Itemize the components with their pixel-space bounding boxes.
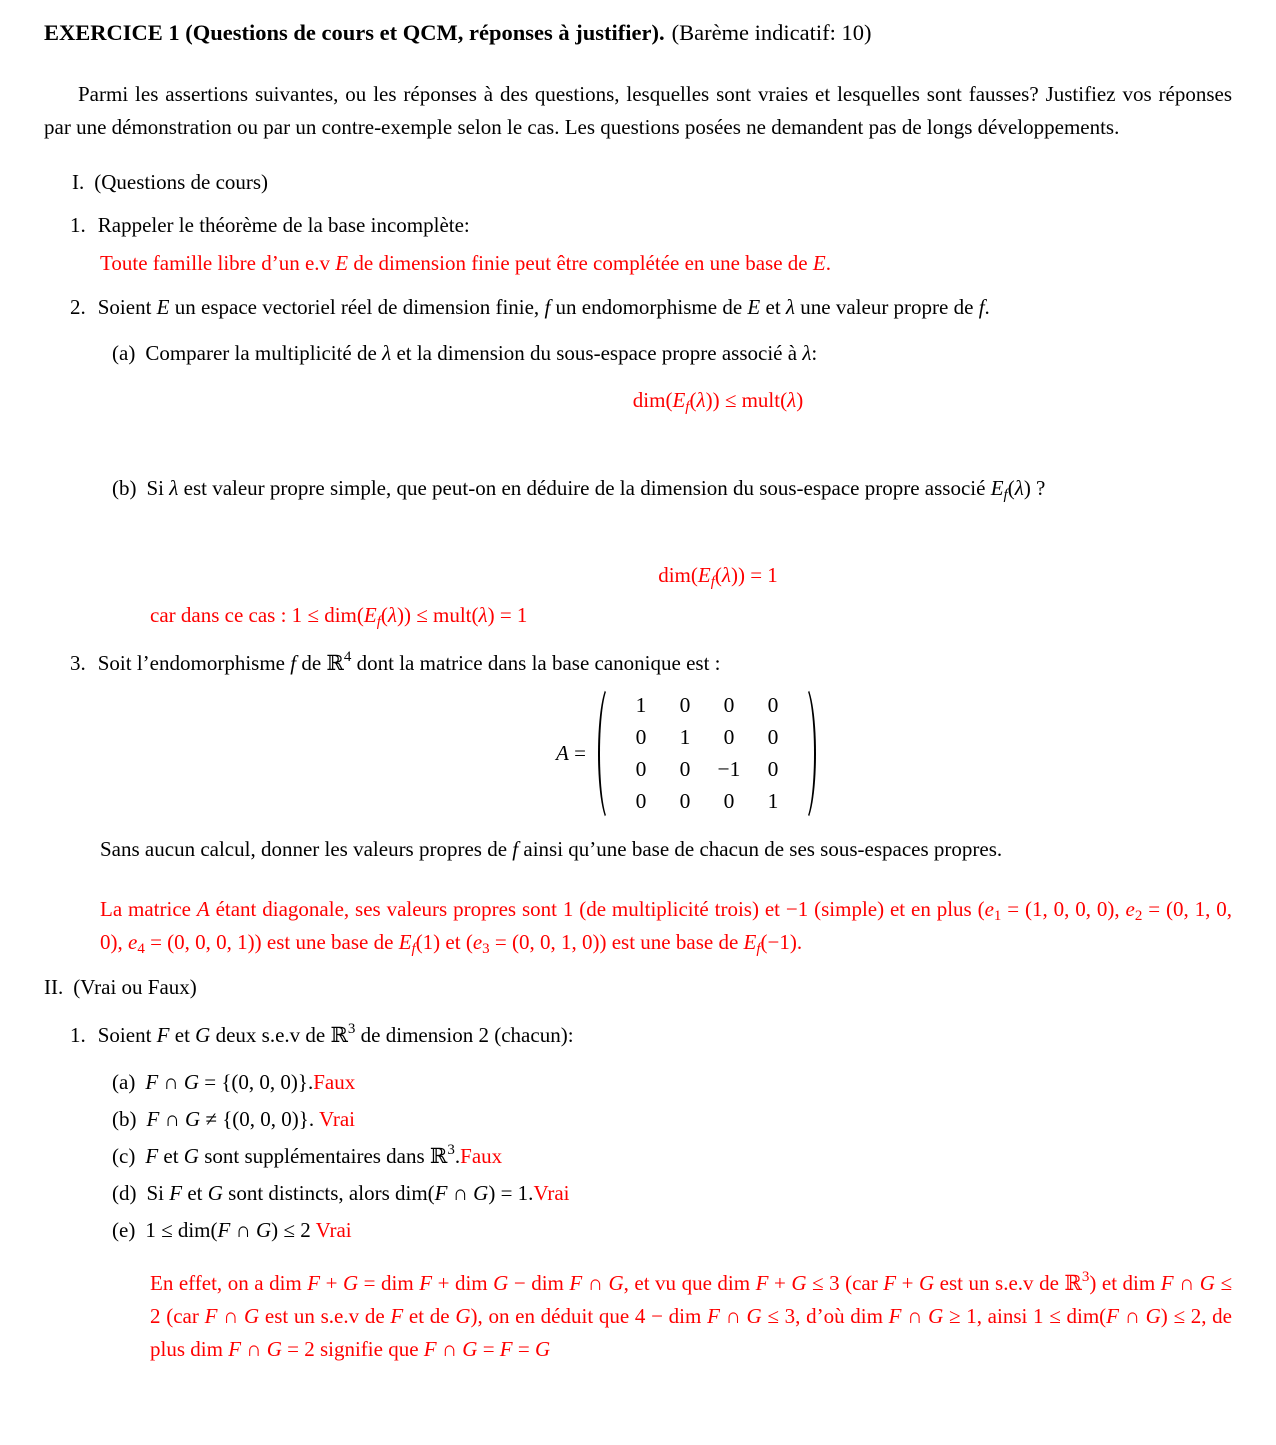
matrix-left-paren-icon: [598, 684, 622, 823]
text-run: F: [145, 1070, 159, 1094]
text-run: ): [796, 388, 804, 412]
text-run: ∩: [1119, 1304, 1146, 1328]
text-run: A: [556, 741, 569, 765]
verdict-text: Vrai: [315, 1218, 352, 1242]
text-run: +: [896, 1271, 919, 1295]
question-i1-number: 1.: [70, 213, 86, 237]
text-run: G: [791, 1271, 807, 1295]
text-run: F: [217, 1218, 231, 1242]
text-run: (1) et (: [415, 930, 473, 954]
text-run: G: [1199, 1271, 1215, 1295]
text-run: ) ?: [1023, 476, 1046, 500]
text-run: 1: [993, 908, 1002, 924]
text-run: f: [978, 295, 985, 319]
text-run: et: [169, 1023, 196, 1047]
text-run: et la dimension du sous-espace propre associé à: [391, 341, 803, 365]
question-i2a-text: [145, 341, 817, 365]
text-run: G: [534, 1337, 551, 1361]
text-run: E: [990, 476, 1004, 500]
text-run: ∩: [901, 1304, 929, 1328]
text-run: =: [568, 741, 586, 765]
text-run: G: [608, 1271, 624, 1295]
text-run: .: [454, 1144, 461, 1168]
text-run: )) ≤ mult(: [705, 388, 788, 412]
text-run: ∩: [582, 1271, 609, 1295]
text-run: λ: [785, 295, 796, 319]
tf-item-b-label: (b): [112, 1107, 137, 1131]
tf-item-d: [112, 1177, 1232, 1210]
text-run: ) ≤ 2, de plus dim: [150, 1304, 1232, 1361]
tf-item-c: [112, 1140, 1232, 1173]
text-run: f: [710, 574, 715, 590]
matrix-cell: 0: [679, 693, 691, 717]
text-run: une valeur propre de: [795, 295, 979, 319]
text-run: − dim: [508, 1271, 570, 1295]
text-run: G: [342, 1271, 359, 1295]
tf-item-a-text: [145, 1070, 355, 1094]
text-run: 2: [1134, 908, 1143, 924]
tf-item-c-text: [145, 1144, 502, 1168]
text-run: :: [811, 341, 818, 365]
text-run: et de: [403, 1304, 456, 1328]
text-run: 3: [447, 1142, 455, 1158]
text-run: ) = 1.: [488, 1181, 534, 1205]
text-run: e: [1125, 897, 1135, 921]
text-run: λ: [382, 341, 392, 365]
section-ii-title: (Vrai ou Faux): [73, 975, 197, 999]
text-run: F: [146, 1107, 160, 1131]
text-run: ) et dim: [1089, 1271, 1161, 1295]
section-i-title: (Questions de cours): [94, 170, 269, 194]
text-run: = (1, 0, 0, 0),: [1001, 897, 1126, 921]
section-i-heading: [72, 166, 1232, 199]
question-ii1: [70, 1019, 1232, 1052]
matrix-cell: 0: [767, 725, 779, 749]
text-run: G: [746, 1304, 762, 1328]
text-run: + dim: [432, 1271, 494, 1295]
section-ii-heading: [44, 971, 1232, 1004]
text-run: 4: [137, 941, 145, 957]
tf-item-e-text: [145, 1218, 351, 1242]
text-run: G: [928, 1304, 944, 1328]
text-run: ∩: [158, 1070, 184, 1094]
text-run: A: [196, 897, 210, 921]
text-run: (−1).: [760, 930, 803, 954]
text-run: G: [256, 1218, 272, 1242]
answer-i2b-note: [150, 599, 1232, 632]
text-run: Comparer la multiplicité de: [145, 341, 383, 365]
matrix-cell: 0: [679, 757, 691, 781]
true-false-list: [44, 1066, 1232, 1247]
text-run: Si: [146, 1181, 170, 1205]
question-i2b-text: [146, 476, 1046, 503]
text-run: E: [363, 603, 377, 627]
text-run: .: [984, 295, 990, 319]
question-i1-text: Rappeler le théorème de la base incomplète:: [97, 213, 470, 237]
text-run: ∩: [447, 1181, 474, 1205]
text-run: G: [185, 1107, 201, 1131]
question-i3: [70, 647, 1232, 680]
text-run: G: [473, 1181, 489, 1205]
matrix-grid: [622, 684, 792, 823]
verdict-text: Vrai: [318, 1107, 356, 1131]
text-run: E: [398, 930, 412, 954]
matrix-right-paren-icon: [792, 684, 816, 823]
exercise-title: [44, 18, 1232, 48]
text-run: e: [984, 897, 994, 921]
matrix-cell: 0: [635, 789, 647, 813]
text-run: E: [743, 930, 757, 954]
tf-item-a: [112, 1066, 1232, 1099]
answer-i3: [100, 893, 1232, 959]
text-run: de dimension finie peut être complétée en une base de: [348, 251, 813, 275]
text-run: dim(: [632, 388, 673, 412]
text-run: est valeur propre simple, que peut-on en déduire de la dimension du sous-espace propre associé: [178, 476, 991, 500]
text-run: = (0, 0, 1, 0)) est une base de: [489, 930, 744, 954]
text-run: En effet, on a dim: [150, 1271, 308, 1295]
text-run: ≤ 3 (car: [806, 1271, 884, 1295]
text-run: G: [1145, 1304, 1161, 1328]
text-run: sont distincts, alors dim(: [222, 1181, 435, 1205]
text-run: (: [689, 388, 697, 412]
text-run: 3: [347, 1021, 356, 1037]
answer-i1: [100, 247, 1232, 280]
text-run: de ℝ: [296, 651, 344, 675]
text-run: G: [243, 1304, 260, 1328]
text-run: F: [156, 1023, 170, 1047]
matrix-cell: 0: [679, 789, 691, 813]
matrix-parens-group: [598, 684, 816, 823]
text-run: F: [1160, 1271, 1174, 1295]
text-run: E: [697, 563, 711, 587]
tf-item-d-label: (d): [112, 1181, 137, 1205]
text-run: F: [499, 1337, 513, 1361]
verdict-text: Faux: [460, 1144, 503, 1168]
tf-item-e-label: (e): [112, 1218, 136, 1242]
text-run: Soient: [97, 295, 157, 319]
text-run: +: [768, 1271, 792, 1295]
matrix-cell: 0: [723, 725, 735, 749]
text-run: E: [335, 251, 349, 275]
text-run: λ: [478, 603, 488, 627]
matrix-cell: 0: [723, 693, 735, 717]
text-run: F: [434, 1181, 448, 1205]
text-run: sont supplémentaires dans ℝ: [198, 1144, 448, 1168]
text-run: F: [569, 1271, 583, 1295]
text-run: E: [672, 388, 686, 412]
matrix-cell: 0: [723, 789, 735, 813]
question-i3-followup: [100, 833, 1232, 866]
text-run: ainsi qu’une base de chacun de ses sous-espaces propres.: [518, 837, 1003, 861]
matrix-label: [556, 737, 586, 770]
text-run: deux s.e.v de ℝ: [210, 1023, 348, 1047]
text-run: f: [1003, 487, 1008, 503]
text-run: 4: [343, 649, 352, 665]
text-run: ≤ 3, d’où dim: [761, 1304, 889, 1328]
text-run: ∩: [719, 1304, 747, 1328]
text-run: 3: [1081, 1269, 1090, 1285]
section-ii-label: II.: [44, 975, 64, 999]
text-run: F: [888, 1304, 902, 1328]
text-run: .: [825, 251, 831, 275]
text-run: E: [747, 295, 761, 319]
justification-paragraph: [150, 1267, 1232, 1366]
text-run: étant diagonale, ses valeurs propres sont 1 (de multiplicité trois) et −1 (simple) et en plus (: [209, 897, 985, 921]
text-run: La matrice: [100, 897, 197, 921]
matrix-cell: 0: [767, 693, 779, 717]
text-run: 3: [482, 941, 490, 957]
text-run: = {(0, 0, 0)}.: [198, 1070, 314, 1094]
text-run: F: [145, 1144, 159, 1168]
text-run: λ: [387, 603, 397, 627]
text-run: et: [158, 1144, 184, 1168]
text-run: f: [376, 614, 381, 630]
question-i3-text: [98, 651, 721, 675]
text-run: car dans ce cas : 1 ≤ dim(: [150, 603, 364, 627]
text-run: = (0, 0, 0, 1)) est une base de: [144, 930, 399, 954]
text-run: f: [290, 651, 297, 675]
text-run: (: [1007, 476, 1015, 500]
text-run: Si: [146, 476, 170, 500]
text-run: E: [156, 295, 170, 319]
text-run: ≠ {(0, 0, 0)}.: [200, 1107, 319, 1131]
exercise-title-bold: EXERCICE 1 (Questions de cours et QCM, réponses à justifier).: [44, 20, 665, 45]
text-run: F: [307, 1271, 321, 1295]
tf-item-c-label: (c): [112, 1144, 136, 1168]
intro-paragraph: Parmi les assertions suivantes, ou les réponses à des questions, lesquelles sont vraies et lesquelles sont fausses? Justifiez vos réponses par une démonstration ou par un contre-exemple selon le cas. Les questions posées ne demandent pas de longs développements.: [44, 82, 1232, 139]
text-run: e: [472, 930, 483, 954]
question-i2b-label: (b): [112, 476, 137, 500]
text-run: Soient: [97, 1023, 157, 1047]
text-run: f: [756, 941, 761, 957]
question-i1: [70, 209, 1232, 242]
text-run: λ: [787, 388, 797, 412]
tf-item-b: [112, 1103, 1232, 1136]
text-run: et: [182, 1181, 208, 1205]
matrix-cell: 1: [767, 789, 779, 813]
text-run: ), on en déduit que 4 − dim: [470, 1304, 708, 1328]
question-i3-number: 3.: [70, 651, 86, 675]
text-run: Soit l’endomorphisme: [97, 651, 291, 675]
text-run: un endomorphisme de: [550, 295, 748, 319]
text-run: ≤ 2 (car: [150, 1271, 1233, 1328]
text-run: F: [204, 1304, 218, 1328]
text-run: Toute famille libre d’un e.v: [100, 251, 336, 275]
text-run: E: [812, 251, 826, 275]
text-run: ≥ 1, ainsi 1 ≤ dim(: [943, 1304, 1107, 1328]
text-run: = dim: [358, 1271, 420, 1295]
text-run: de dimension 2 (chacun):: [355, 1023, 574, 1047]
text-run: ∩: [241, 1337, 267, 1361]
text-run: (: [714, 563, 722, 587]
tf-item-a-label: (a): [112, 1070, 136, 1094]
question-i2: [70, 291, 1232, 324]
text-run: λ: [1014, 476, 1024, 500]
text-run: ) ≤ 2: [271, 1218, 316, 1242]
formula-dim-le-mult: [204, 384, 1232, 417]
formula-dim-eq-1: [204, 559, 1232, 592]
text-run: F: [707, 1304, 720, 1328]
text-run: F: [755, 1271, 769, 1295]
text-run: F: [423, 1337, 437, 1361]
text-run: ∩: [230, 1218, 256, 1242]
text-run: )) ≤ mult(: [396, 603, 479, 627]
text-run: G: [918, 1271, 935, 1295]
text-run: F: [419, 1271, 433, 1295]
text-run: G: [183, 1144, 199, 1168]
question-ii1-text: [98, 1023, 574, 1047]
text-run: ) = 1: [487, 603, 528, 627]
question-i2a-label: (a): [112, 341, 136, 365]
exercise-title-note: (Barème indicatif: 10): [671, 20, 872, 45]
text-run: = (0, 1, 0, 0),: [100, 897, 1232, 954]
text-run: G: [266, 1337, 282, 1361]
text-run: Sans aucun calcul, donner les valeurs propres de: [100, 837, 513, 861]
text-run: G: [493, 1271, 509, 1295]
section-i-label: I.: [72, 170, 85, 194]
text-run: f: [411, 941, 416, 957]
text-run: G: [462, 1337, 478, 1361]
text-run: F: [228, 1337, 242, 1361]
text-run: 1 ≤ dim(: [145, 1218, 218, 1242]
verdict-text: Faux: [313, 1070, 356, 1094]
text-run: F: [169, 1181, 183, 1205]
text-run: F: [1106, 1304, 1119, 1328]
text-run: )) = 1: [730, 563, 778, 587]
text-run: dim(: [658, 563, 698, 587]
text-run: F: [390, 1304, 404, 1328]
matrix-cell: −1: [717, 757, 741, 781]
text-run: G: [207, 1181, 223, 1205]
text-run: G: [195, 1023, 211, 1047]
tf-item-d-text: [147, 1181, 570, 1205]
question-i2a: [112, 337, 1232, 370]
text-run: dont la matrice dans la base canonique est :: [351, 651, 721, 675]
tf-item-e: [112, 1214, 1232, 1247]
question-i2-text: [98, 295, 990, 319]
text-run: λ: [696, 388, 706, 412]
verdict-text: Vrai: [533, 1181, 570, 1205]
text-run: ∩: [436, 1337, 463, 1361]
text-run: un espace vectoriel réel de dimension finie,: [169, 295, 545, 319]
text-run: et: [760, 295, 786, 319]
text-run: λ: [802, 341, 812, 365]
text-run: f: [544, 295, 551, 319]
question-i2-number: 2.: [70, 295, 86, 319]
text-run: λ: [721, 563, 731, 587]
matrix-cell: 0: [767, 757, 779, 781]
text-run: ∩: [217, 1304, 244, 1328]
text-run: ∩: [1173, 1271, 1200, 1295]
text-run: F: [883, 1271, 897, 1295]
text-run: = 2 signifie que: [281, 1337, 424, 1361]
question-i2b: [112, 472, 1232, 505]
text-run: e: [128, 930, 138, 954]
text-run: ∩: [159, 1107, 185, 1131]
text-run: G: [455, 1304, 471, 1328]
matrix-cell: 1: [679, 725, 691, 749]
matrix-equation: [44, 684, 1232, 823]
text-run: (: [380, 603, 388, 627]
text-run: f: [685, 399, 690, 415]
text-run: , et vu que dim: [623, 1271, 756, 1295]
text-run: f: [512, 837, 519, 861]
matrix-cell: 0: [635, 757, 647, 781]
text-run: est un s.e.v de ℝ: [934, 1271, 1082, 1295]
matrix-cell: 1: [635, 693, 647, 717]
text-run: =: [477, 1337, 500, 1361]
text-run: est un s.e.v de: [259, 1304, 391, 1328]
text-run: G: [183, 1070, 199, 1094]
tf-item-b-text: [147, 1107, 356, 1131]
question-ii1-number: 1.: [70, 1023, 86, 1047]
text-run: =: [512, 1337, 535, 1361]
matrix-cell: 0: [635, 725, 647, 749]
text-run: +: [320, 1271, 343, 1295]
text-run: λ: [169, 476, 179, 500]
